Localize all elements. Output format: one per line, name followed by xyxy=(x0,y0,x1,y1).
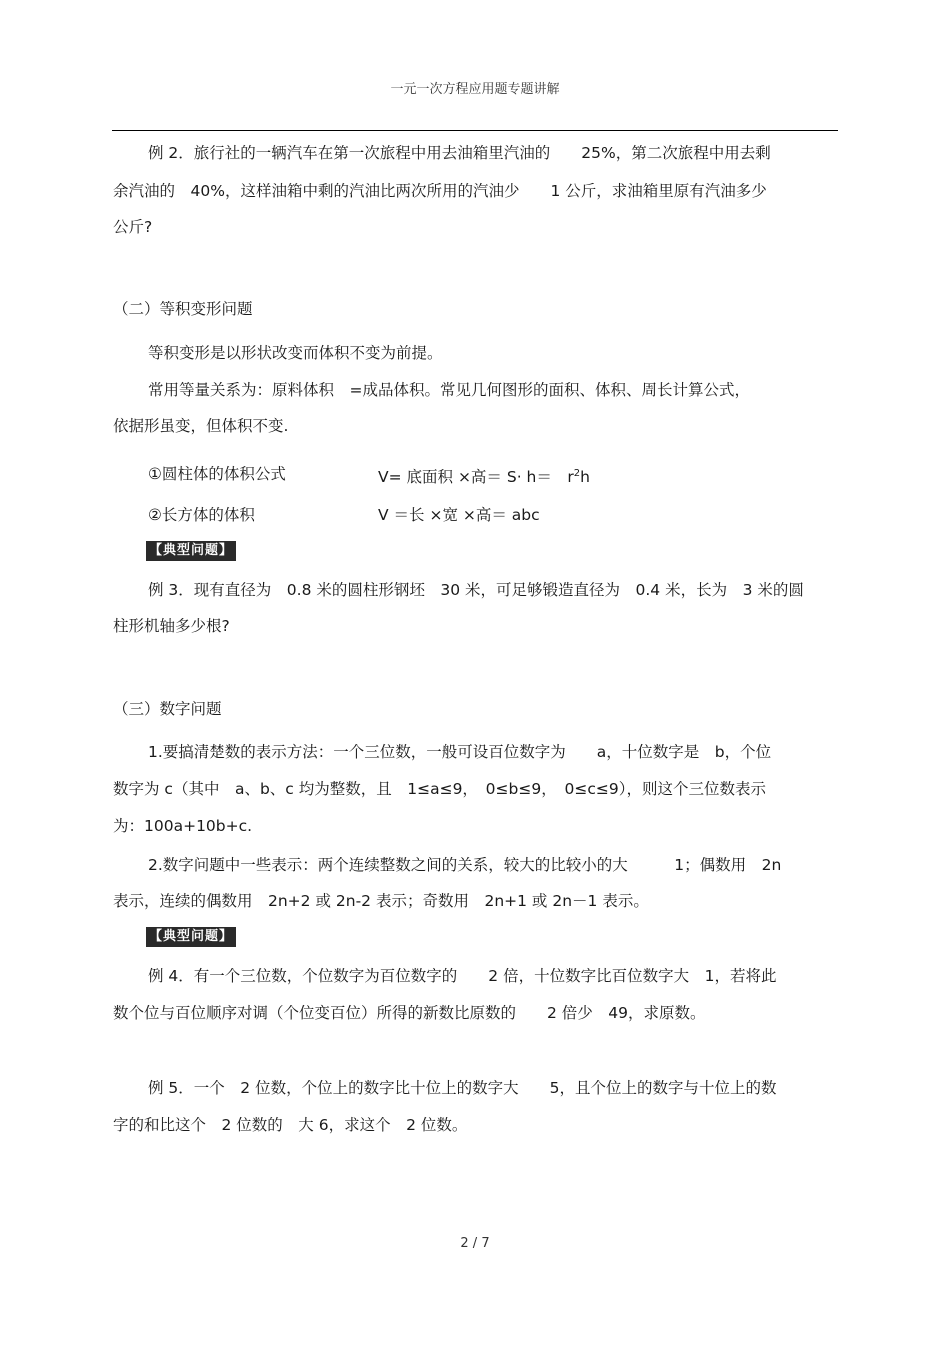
example5-line1: 例 5．一个 2 位数，个位上的数字比十位上的数字大 5，且个位上的数字与十位上的数 xyxy=(148,1079,777,1097)
header-rule xyxy=(112,130,838,131)
cuboid-formula-label: ②长方体的体积 xyxy=(148,506,255,524)
example3-line2: 柱形机轴多少根? xyxy=(113,617,230,635)
cuboid-formula: V ＝长 ×宽 ×高＝ abc xyxy=(378,506,540,524)
cylinder-formula-body: V= 底面积 ×高＝ S· h＝ r xyxy=(378,468,574,487)
example2-line1: 例 2．旅行社的一辆汽车在第一次旅程中用去油箱里汽油的 25%，第二次旅程中用去剩 xyxy=(148,144,771,162)
section2-para2b: 依据形虽变，但体积不变. xyxy=(113,417,289,435)
example4-line2: 数个位与百位顺序对调（个位变百位）所得的新数比原数的 2 倍少 49，求原数。 xyxy=(113,1004,706,1022)
cylinder-formula-exponent: 2 xyxy=(573,468,581,479)
cylinder-formula xyxy=(378,464,590,487)
example3-line1: 例 3．现有直径为 0.8 米的圆柱形钢坯 30 米，可足够锻造直径为 0.4 米，长为 3 米的圆 xyxy=(148,581,804,599)
example2-line3: 公斤? xyxy=(113,218,153,236)
example5-line2: 字的和比这个 2 位数的 大 6，求这个 2 位数。 xyxy=(113,1116,468,1134)
section3-heading: （三）数字问题 xyxy=(113,700,222,718)
cylinder-formula-label: ①圆柱体的体积公式 xyxy=(148,465,286,483)
example2-line2: 余汽油的 40%，这样油箱中剩的汽油比两次所用的汽油少 1 公斤，求油箱里原有汽油多少 xyxy=(113,182,767,200)
page-header: 一元一次方程应用题专题讲解 xyxy=(390,82,560,97)
typical-problems-tag: 【典型问题】 xyxy=(146,541,236,561)
section2-heading: （二）等积变形问题 xyxy=(113,300,253,318)
example4-line1: 例 4．有一个三位数，个位数字为百位数字的 2 倍，十位数字比百位数字大 1，若将此 xyxy=(148,967,777,985)
section3-para2b: 表示，连续的偶数用 2n+2 或 2n-2 表示；奇数用 2n+1 或 2n－1 表示。 xyxy=(113,892,649,910)
section3-para2a: 2.数字问题中一些表示：两个连续整数之间的关系，较大的比较小的大 1；偶数用 2n xyxy=(148,856,782,874)
section2-para1: 等积变形是以形状改变而体积不变为前提。 xyxy=(148,344,443,362)
section3-para1a: 1.要搞清楚数的表示方法：一个三位数，一般可设百位数字为 a，十位数字是 b，个位 xyxy=(148,743,772,761)
section3-para1c: 为：100a+10b+c. xyxy=(113,817,253,835)
section3-para1b: 数字为 c（其中 a、b、c 均为整数，且 1≤a≤9， 0≤b≤9， 0≤c≤9），则这个三位数表示 xyxy=(113,780,766,798)
typical-problems-tag-2: 【典型问题】 xyxy=(146,927,236,947)
section2-para2a: 常用等量关系为：原料体积 =成品体积。常见几何图形的面积、体积、周长计算公式， xyxy=(148,381,750,399)
page-number: 2 / 7 xyxy=(460,1236,490,1251)
cylinder-formula-tail: h xyxy=(580,468,590,487)
